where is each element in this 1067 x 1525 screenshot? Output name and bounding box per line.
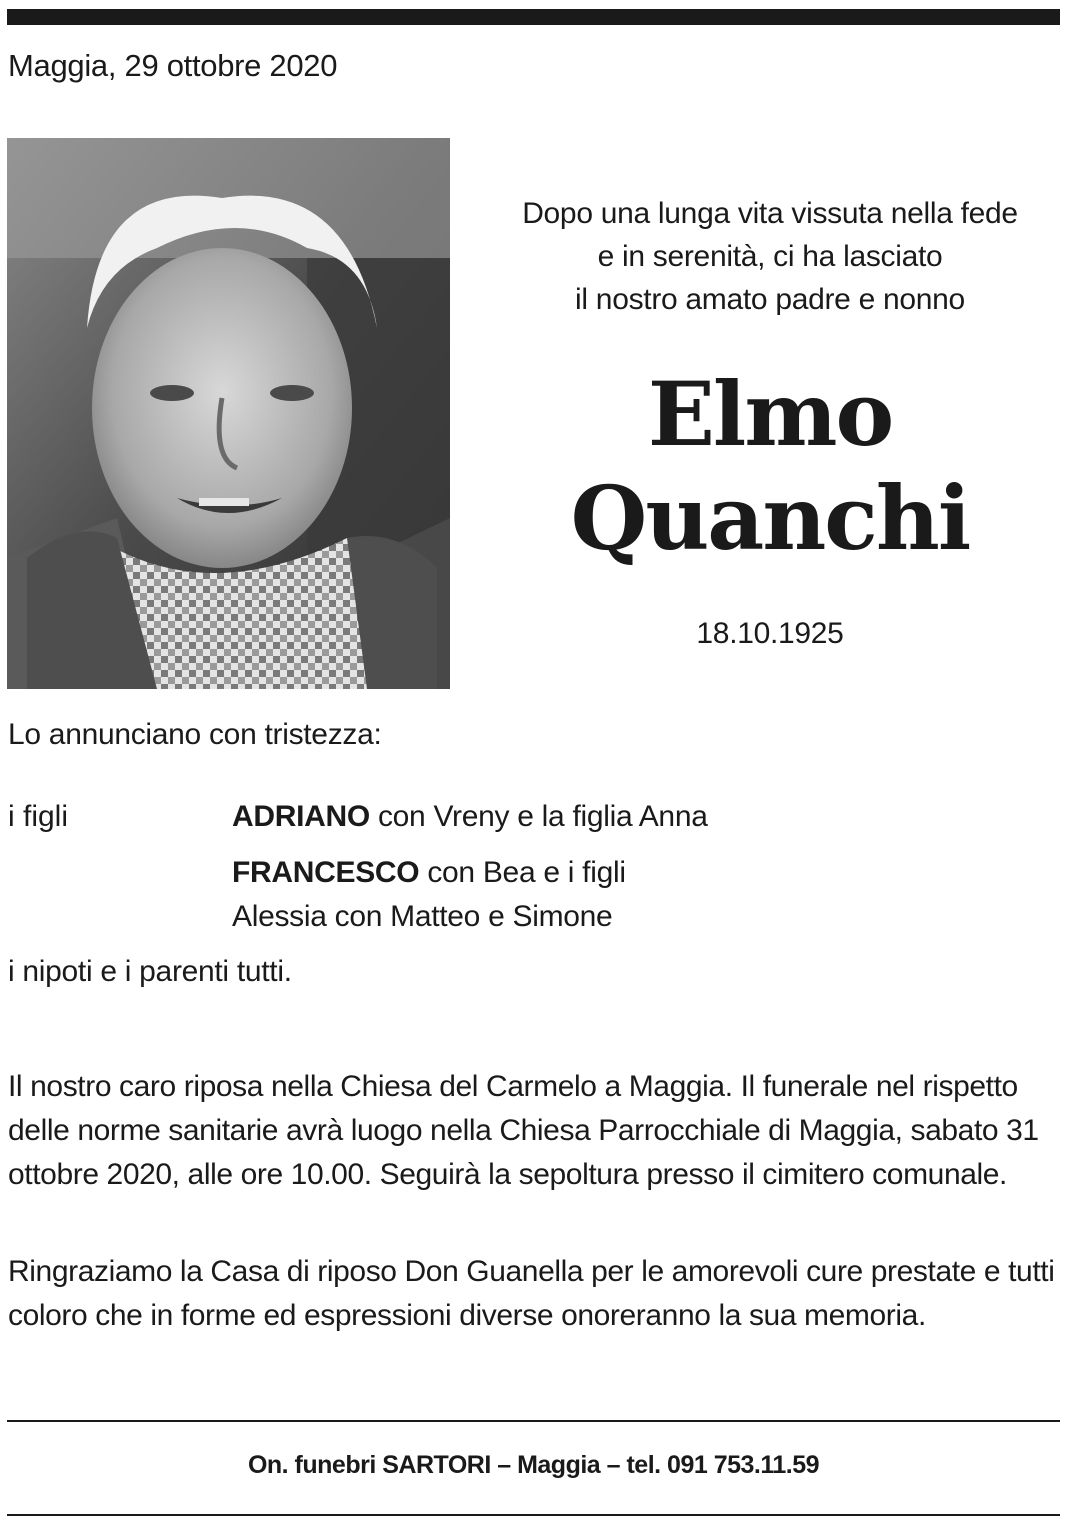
intro-line: e in serenità, ci ha lasciato (597, 240, 943, 273)
child-name: ADRIANO (232, 800, 370, 833)
footer-top-rule (7, 1420, 1060, 1422)
intro-text (470, 192, 1067, 321)
child-entry (232, 800, 708, 834)
other-relatives: i nipoti e i parenti tutti. (8, 955, 292, 988)
intro-line: Dopo una lunga vita vissuta nella fede (522, 197, 1018, 230)
child-details: con Vreny e la figlia Anna (369, 800, 708, 833)
child-details: con Bea e i figli (419, 856, 626, 889)
birth-date: 18.10.1925 (696, 617, 844, 650)
child-name: FRANCESCO (232, 856, 420, 889)
intro-line: il nostro amato padre e nonno (575, 283, 965, 316)
deceased-name (470, 362, 1067, 570)
last-name: Quanchi (570, 466, 970, 570)
date-line: Maggia, 29 ottobre 2020 (8, 48, 338, 83)
portrait-photo (7, 138, 450, 689)
thanks-paragraph: Ringraziamo la Casa di riposo Don Guanella per le amorevoli cure prestate e tutti coloro che in forme ed espressioni diverse onoreranno la sua memoria. (8, 1255, 1055, 1332)
top-rule (7, 9, 1060, 25)
first-name: Elmo (647, 362, 893, 466)
funeral-paragraph: Il nostro caro riposa nella Chiesa del Carmelo a Maggia. Il funerale nel rispetto delle norme sanitarie avrà luogo nella Chiesa Parrocchiale di Maggia, sabato 31 ottobre 2020, alle ore 10.00. Seguirà la sepoltura presso il cimitero comunale. (8, 1070, 1039, 1191)
announcement-lead: Lo annunciano con tristezza: (8, 718, 382, 751)
children-label: i figli (8, 800, 69, 833)
child-entry (232, 856, 626, 890)
grandchildren-line: Alessia con Matteo e Simone (232, 900, 613, 933)
footer-bottom-rule (7, 1514, 1060, 1516)
funeral-home-footer: On. funebri SARTORI – Maggia – tel. 091 753.11.59 (247, 1451, 820, 1479)
portrait-photo-icon (7, 138, 450, 689)
